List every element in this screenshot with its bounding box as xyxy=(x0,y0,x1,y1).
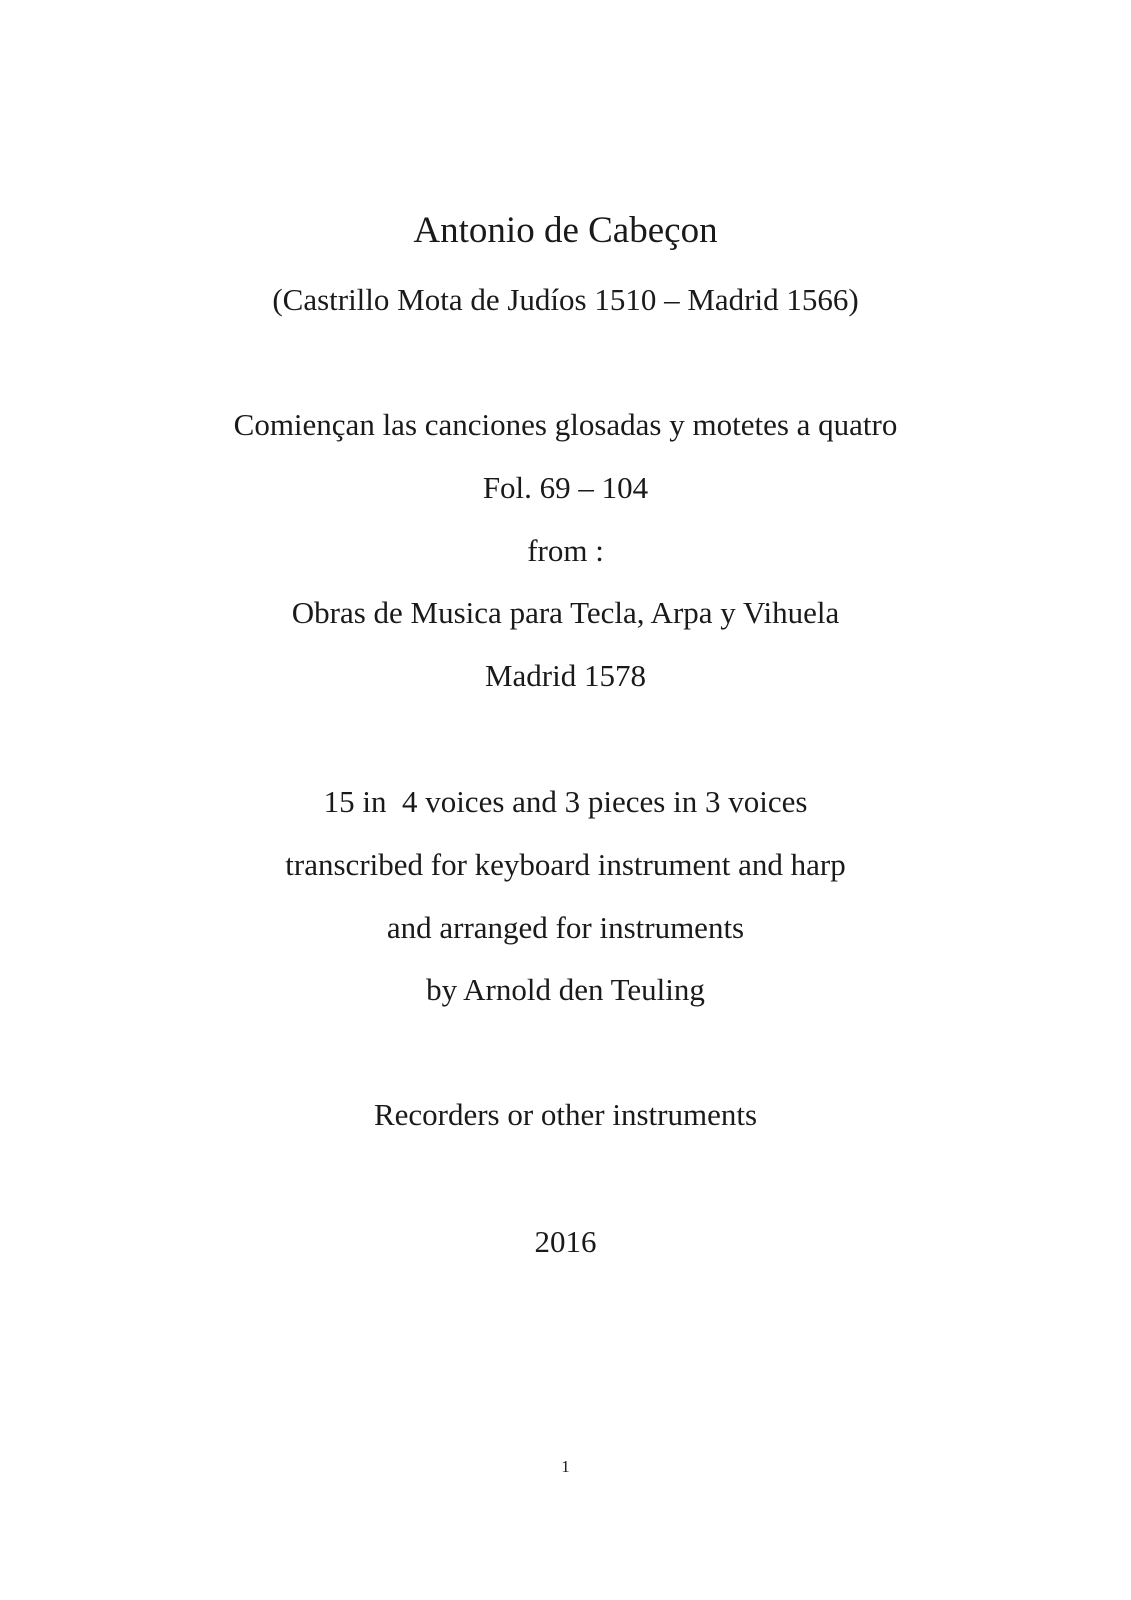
publication-year: 2016 xyxy=(534,1224,597,1259)
composer-name: Antonio de Cabeçon xyxy=(413,210,718,251)
work-title: Comiençan las canciones glosadas y motetes a quatro xyxy=(233,407,898,442)
from-label: from : xyxy=(527,533,604,568)
voices-description: 15 in 4 voices and 3 pieces in 3 voices xyxy=(323,784,808,819)
transcription-note: transcribed for keyboard instrument and harp xyxy=(285,847,846,882)
composer-dates: (Castrillo Mota de Judíos 1510 – Madrid 1566) xyxy=(272,282,859,317)
instrumentation: Recorders or other instruments xyxy=(373,1097,758,1132)
arrangement-note: and arranged for instruments xyxy=(386,910,745,945)
source-title: Obras de Musica para Tecla, Arpa y Vihuela xyxy=(291,595,840,630)
folio-range: Fol. 69 – 104 xyxy=(482,470,649,505)
page-number: 1 xyxy=(561,1457,570,1476)
arranger-name: by Arnold den Teuling xyxy=(426,972,705,1007)
source-place-year: Madrid 1578 xyxy=(484,658,646,693)
